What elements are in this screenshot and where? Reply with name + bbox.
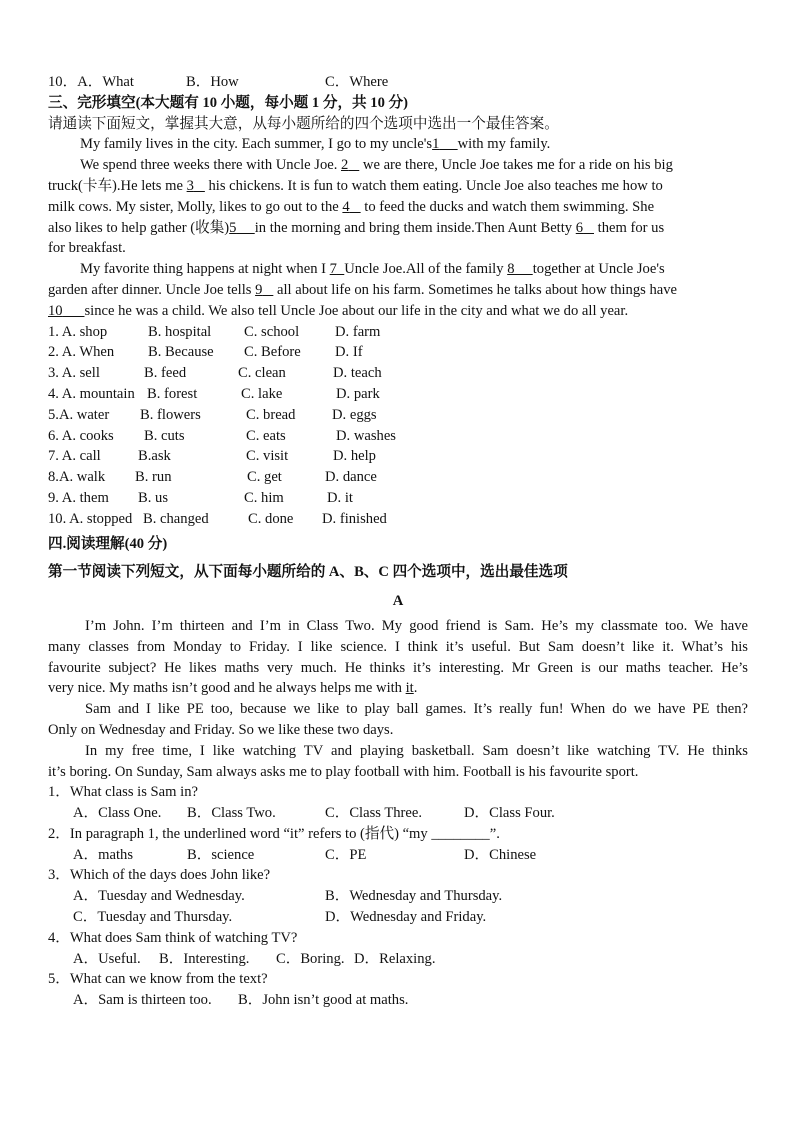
question-options: A．Class One. B．Class Two. C．Class Three. D．Class Four. bbox=[73, 805, 555, 822]
blank-5: 5 bbox=[229, 219, 237, 236]
section3-instruction: 请通读下面短文，掌握其大意，从每小题所给的四个选项中选出一个最佳答案。 bbox=[48, 115, 559, 132]
cloze-line-6: for breakfast. bbox=[48, 240, 126, 257]
question-stem: 5．What can we know from the text? bbox=[48, 971, 268, 988]
question-stem: 3．Which of the days does John like? bbox=[48, 867, 271, 884]
cloze-line-8: garden after dinner. Uncle Joe tells 9 all about life on his farm. Sometimes he talks about how things have bbox=[48, 281, 678, 298]
reading-line: Sam and I like PE too, because we like to play ball games. It’s really fun! When do we have PE then? bbox=[85, 701, 748, 718]
reading-line: I’m John. I’m thirteen and I’m in Class Two. My good friend is Sam. He’s my classmate too. We have bbox=[85, 617, 748, 634]
cloze-line-2: We spend three weeks there with Uncle Joe. 2 we are there, Uncle Joe takes me for a ride on his big bbox=[80, 157, 673, 174]
option-b: B．How bbox=[186, 74, 239, 90]
cloze-line-5: also likes to help gather (收集)5 in the morning and bring them inside.Then Aunt Betty 6 them for us bbox=[48, 219, 665, 236]
reading-line: Only on Wednesday and Friday. So we like these two days. bbox=[48, 721, 394, 738]
option-row: 6. A. cooks B. cuts C. eats D. washes bbox=[48, 427, 396, 444]
reading-line: favourite subject? He likes maths very much. He thinks it’s interesting. Mr Green is our maths teacher. He’s bbox=[48, 659, 748, 676]
question-options: A．maths B．science C．PE D．Chinese bbox=[73, 846, 537, 863]
cloze-line-7: My favorite thing happens at night when I 7 Uncle Joe.All of the family 8 together at Uncle Joe's bbox=[80, 261, 665, 278]
blank-4: 4 bbox=[342, 198, 350, 215]
blank-8: 8 bbox=[507, 261, 515, 278]
blank-10: 10 bbox=[48, 302, 63, 319]
section4-subheading: 第一节阅读下列短文，从下面每小题所给的 A、B、C 四个选项中，选出最佳选项 bbox=[48, 564, 568, 581]
option-row: 7. A. call B.ask C. visit D. help bbox=[48, 448, 376, 465]
cloze-line-1: My family lives in the city. Each summer, I go to my uncle's1 with my family. bbox=[80, 136, 551, 153]
question-options: A．Sam is thirteen too. B．John isn’t good at maths. bbox=[73, 992, 409, 1009]
reading-line: many classes from Monday to Friday. I like science. I think it’s useful. But Sam doesn’t like it. What’s his bbox=[48, 638, 748, 655]
cloze-line-9: 10 since he was a child. We also tell Uncle Joe about our life in the city and what we do all year. bbox=[48, 302, 629, 319]
question-stem: 1．What class is Sam in? bbox=[48, 784, 198, 801]
blank-2: 2 bbox=[341, 157, 349, 174]
question-options: C．Tuesday and Thursday. D．Wednesday and Friday. bbox=[73, 909, 487, 926]
cloze-line-4: milk cows. My sister, Molly, likes to go out to the 4 to feed the ducks and watch them swimming. She bbox=[48, 198, 655, 215]
question-stem: 2．In paragraph 1, the underlined word “it” refers to (指代) “my ________”. bbox=[48, 825, 500, 842]
question-stem: 4．What does Sam think of watching TV? bbox=[48, 929, 298, 946]
option-row: 3. A. sell B. feed C. clean D. teach bbox=[48, 365, 382, 382]
option-row: 1. A. shop B. hospital C. school D. farm bbox=[48, 323, 381, 340]
reading-line: very nice. My maths isn’t good and he always helps me with it. bbox=[48, 680, 418, 697]
prev-question-10-options bbox=[48, 72, 748, 93]
blank-7: 7 bbox=[329, 261, 337, 278]
blank-9: 9 bbox=[255, 281, 263, 298]
question-options: A．Tuesday and Wednesday. B．Wednesday and Thursday. bbox=[73, 888, 503, 905]
section3-heading: 三、完形填空(本大题有 10 小题，每小题 1 分，共 10 分) bbox=[48, 94, 408, 111]
blank-6: 6 bbox=[575, 219, 584, 236]
option-row: 9. A. them B. us C. him D. it bbox=[48, 489, 353, 506]
option-c: C．Where bbox=[325, 74, 389, 90]
exam-page bbox=[48, 72, 748, 1011]
cloze-options bbox=[48, 322, 748, 530]
blank-1: 1 bbox=[432, 136, 440, 153]
option-a: 10．A．What bbox=[48, 74, 134, 90]
option-row: 5.A. water B. flowers C. bread D. eggs bbox=[48, 406, 377, 423]
reading-line: In my free time, I like watching TV and playing basketball. Sam doesn’t like watching TV. He thinks bbox=[85, 742, 748, 759]
option-row: 8.A. walk B. run C. get D. dance bbox=[48, 469, 377, 486]
blank-3: 3 bbox=[186, 177, 194, 194]
passage-letter: A bbox=[392, 593, 404, 610]
underlined-word-it: it bbox=[405, 680, 414, 697]
cloze-line-3: truck(卡车).He lets me 3 his chickens. It is fun to watch them eating. Uncle Joe also teaches me how to bbox=[48, 177, 663, 194]
reading-line: it’s boring. On Sunday, Sam always asks me to play football with him. Football is his favourite sport. bbox=[48, 763, 639, 780]
option-row: 10. A. stopped B. changed C. done D. finished bbox=[48, 510, 387, 527]
section4-heading: 四.阅读理解(40 分) bbox=[48, 535, 168, 552]
option-row: 4. A. mountain B. forest C. lake D. park bbox=[48, 385, 380, 402]
question-options: A．Useful. B．Interesting. C．Boring. D．Relaxing. bbox=[73, 950, 436, 967]
option-row: 2. A. When B. Because C. Before D. If bbox=[48, 344, 363, 361]
